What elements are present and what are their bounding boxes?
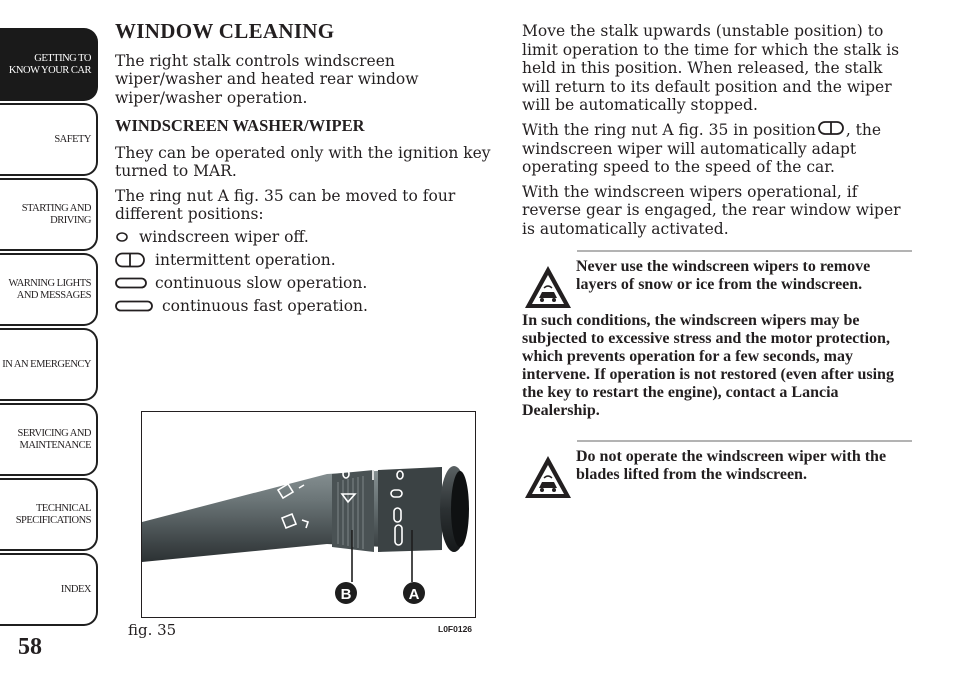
- slow-icon: [115, 277, 155, 289]
- tab-label: WARNING LIGHTS AND MESSAGES: [8, 277, 91, 301]
- positions-paragraph: The ring nut A fig. 35 can be moved to four different positions:: [115, 186, 456, 223]
- fast-icon: [115, 300, 162, 312]
- intermittent-icon: [115, 252, 155, 268]
- label-a: A: [408, 586, 420, 603]
- auto-speed-paragraph: [522, 121, 912, 177]
- position-slow-row: [115, 272, 495, 295]
- tab-in-an-emergency[interactable]: [0, 328, 98, 401]
- warning-lead-text: Do not operate the windscreen wiper with the blades lifted from the windscreen.: [576, 448, 887, 484]
- tab-index[interactable]: [0, 553, 98, 626]
- right-column: [522, 22, 912, 502]
- tab-safety[interactable]: [0, 103, 98, 176]
- wiper-stalk-illustration: [142, 412, 476, 618]
- ignition-paragraph: They can be operated only with the ignition key turned to MAR.: [115, 143, 491, 180]
- tab-getting-to-know-your-car[interactable]: [0, 28, 98, 101]
- tab-label: INDEX: [60, 583, 91, 595]
- tab-servicing-and-maintenance[interactable]: [0, 403, 98, 476]
- warning-triangle-icon: [522, 452, 574, 502]
- left-column: [115, 19, 495, 318]
- label-b: B: [340, 586, 352, 603]
- intermittent-icon: [818, 121, 844, 140]
- tab-technical-specifications[interactable]: [0, 478, 98, 551]
- tab-label: TECHNICAL SPECIFICATIONS: [15, 502, 91, 526]
- position-intermittent-text: intermittent operation.: [155, 250, 336, 269]
- wiper-stalk-figure: [141, 411, 476, 618]
- section-title: WINDOW CLEANING: [115, 19, 335, 43]
- warning-triangle-icon: [522, 262, 574, 312]
- warning-divider: [577, 440, 912, 442]
- position-slow-text: continuous slow operation.: [155, 273, 368, 292]
- tab-label: STARTING AND DRIVING: [21, 202, 91, 226]
- position-off-row: [115, 226, 495, 249]
- figure-code: L0F0126: [438, 624, 473, 634]
- tab-starting-and-driving[interactable]: [0, 178, 98, 251]
- tab-label: GETTING TO KNOW YOUR CAR: [8, 52, 91, 76]
- page-number: 58: [18, 634, 42, 660]
- reverse-gear-paragraph: With the windscreen wipers operational, if reverse gear is engaged, the rear window wiper is automatically activated.: [522, 182, 901, 238]
- warning-snow-ice: [522, 250, 912, 420]
- intro-paragraph: The right stalk controls windscreen wiper/washer and heated rear window wiper/washer operation.: [115, 51, 419, 107]
- position-fast-row: [115, 295, 495, 318]
- sidebar-nav: [0, 0, 100, 686]
- subsection-title: WINDSCREEN WASHER/WIPER: [115, 116, 365, 135]
- tab-label: SERVICING AND MAINTENANCE: [17, 427, 91, 451]
- position-intermittent-row: [115, 249, 495, 272]
- warning-divider: [577, 250, 912, 252]
- position-fast-text: continuous fast operation.: [162, 296, 368, 315]
- tab-label: SAFETY: [54, 133, 91, 145]
- auto-speed-text-start: With the ring nut A fig. 35 in position: [522, 120, 816, 139]
- off-position-icon: [115, 231, 139, 243]
- tab-label: IN AN EMERGENCY: [2, 358, 91, 370]
- position-off-text: windscreen wiper off.: [139, 227, 309, 246]
- warning-lead-text: Never use the windscreen wipers to remove layers of snow or ice from the windscreen.: [576, 258, 871, 294]
- warning-body-text: In such conditions, the windscreen wipers may be subjected to excessive stress and the motor protection, which prevents operation for a few seconds, may intervene. If operation is not restored (even after using the key to restart the engine), contact a Lancia Dealership.: [522, 312, 894, 420]
- stalk-up-paragraph: Move the stalk upwards (unstable position) to limit operation to the time for which the stalk is held in this position. When released, the stalk will return to its default position and the wiper will be automatically stopped.: [522, 22, 900, 114]
- tab-warning-lights[interactable]: [0, 253, 98, 326]
- figure-caption: fig. 35: [128, 621, 177, 639]
- warning-blades-lifted: [522, 440, 912, 502]
- auto-speed-text-end: , the windscreen wiper will automatically adapt operating speed to the speed of the car.: [522, 120, 882, 177]
